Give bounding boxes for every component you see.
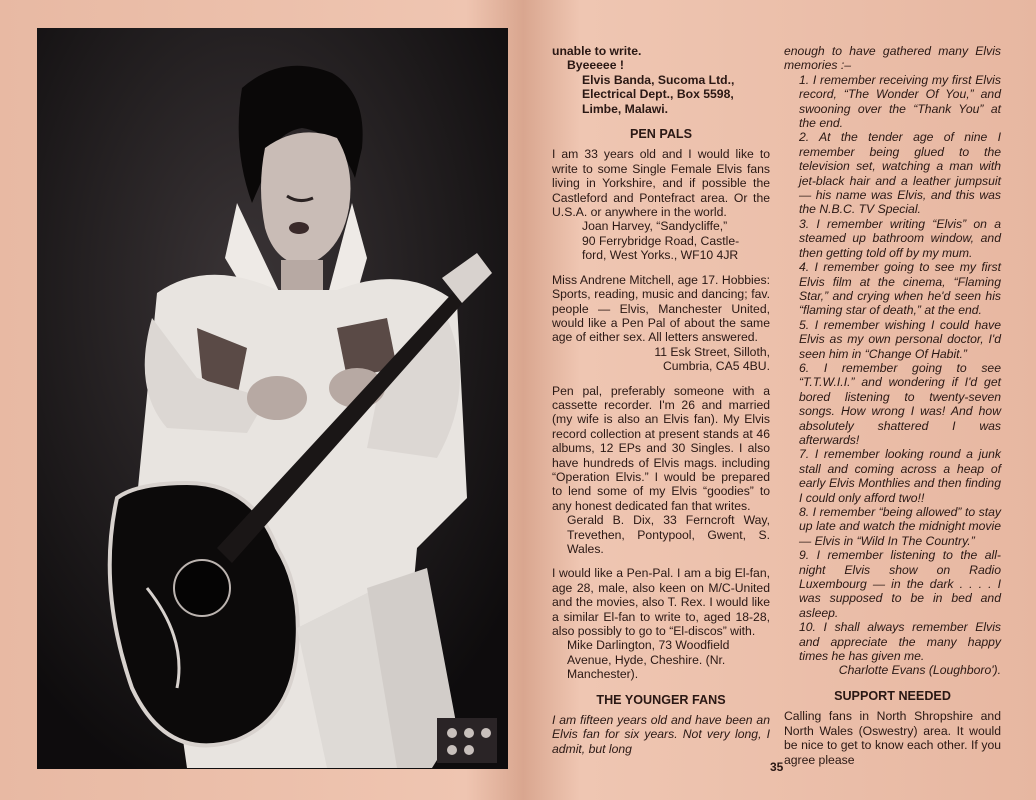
pen-pal-letter: Pen pal, preferably someone with a cassette recorder. I'm 26 and married (my wife is also an Elvis fan). My Elvis record collection at present stands at 46 albums, 12 EPs and 30 Singles. I also have hundreds of Elvis mags. including “Operation Elvis.” I would be prepared to lend some of my Elvis “goodies” to any honest dedicated fan that writes. [552, 383, 770, 513]
pen-pal-address: Gerald B. Dix, 33 Ferncroft Way, Trevethen, Pontypool, Gwent, S. Wales. [567, 513, 770, 556]
pen-pal-letter: Miss Andrene Mitchell, age 17. Hobbies: Sports, reading, music and dancing; fav. people — Elvis, Manchester United, would like a Pen Pal of about the same age of either sex. All letters answered. [552, 272, 770, 345]
memory-item: 8. I remember “being allowed” to stay up late and watch the midnight movie — Elvis in “Wild In The Country.” [799, 505, 1001, 548]
section-heading-younger-fans: THE YOUNGER FANS [596, 692, 726, 707]
right-text-column [784, 44, 1001, 767]
pen-pal-letter: I am 33 years old and I would like to write to some Single Female Elvis fans living in Yorkshire, and if possible the Castleford and Pontefract area. Or the U.S.A. or anywhere in the world. [552, 147, 770, 220]
memory-item: 9. I remember listening to the all-night Elvis show on Radio Luxembourg — in the dark . . . . I was supposed to be in bed and asleep. [799, 548, 1001, 620]
pen-pal-address: 11 Esk Street, Silloth, [654, 344, 770, 359]
performer-photo [37, 28, 508, 769]
support-needed-letter: Calling fans in North Shropshire and North Wales (Oswestry) area. It would be nice to get to know each other. If you agree please [784, 709, 1001, 767]
section-heading-support-needed: SUPPORT NEEDED [834, 688, 951, 703]
memory-item: 5. I remember wishing I could have Elvis as my own personal doctor, I'd seen him in “Change Of Habit.” [799, 317, 1001, 361]
performer-with-guitar-photo [37, 28, 508, 769]
page-number: 35 [770, 760, 784, 774]
left-text-column [552, 44, 770, 756]
memory-item: 1. I remember receiving my first Elvis record, “The Wonder Of You,” and swooning over the “Thank You” at the end. [799, 72, 1001, 131]
memory-item: 2. At the tender age of nine I remember being glued to the television set, watching a man with jet-black hair and a leather jumpsuit — his name was Elvis, and this was the N.B.C. TV Special. [799, 130, 1001, 217]
memory-item: 6. I remember going to see “T.T.W.I.I.” and wondering if I'd get bored listening to twenty-seven songs. How wrong I was! And how absolutely shattered I was afterwards! [799, 360, 1001, 447]
memory-item: 4. I remember going to see my first Elvis film at the cinema, “Flaming Star,” and crying when he'd seen his “flaming star of death,” at the end. [799, 260, 1001, 318]
memories-intro: enough to have gathered many Elvis memories :– [784, 44, 1001, 73]
memory-item: 10. I shall always remember Elvis and appreciate the many happy times he has given me. [799, 620, 1001, 664]
letter-farewell: Byeeeee ! [567, 58, 624, 73]
pen-pal-address: Mike Darlington, 73 Woodfield Avenue, Hyde, Cheshire. (Nr. Manchester). [567, 638, 730, 682]
pen-pal-address: Joan Harvey, “Sandycliffe,” [582, 219, 728, 234]
letter-closing: unable to write. [552, 44, 642, 58]
letter-signature-line: Electrical Dept., Box 5598, [582, 87, 734, 102]
pen-pal-letter: I would like a Pen-Pal. I am a big El-fan, age 28, male, also keen on M/C-United and the movies, also T. Rex. I would like a similar El-fan to write to, aged 18-28, also possibly to go to “El-discos” with. [552, 566, 770, 639]
pen-pal-address: ford, West Yorks., WF10 4JR [582, 248, 739, 263]
letter-signature-line: Limbe, Malawi. [582, 101, 669, 116]
pen-pal-address: 90 Ferrybridge Road, Castle- [582, 233, 740, 248]
memory-item: 3. I remember writing “Elvis” on a steamed up bathroom window, and then getting told off by my mum. [799, 216, 1001, 260]
memories-signoff: Charlotte Evans (Loughboro'). [838, 663, 1001, 678]
section-heading-pen-pals: PEN PALS [629, 127, 693, 142]
younger-fans-letter: I am fifteen years old and have been an Elvis fan for six years. Not very long, I admit, but long [552, 713, 770, 756]
pen-pal-address: Cumbria, CA5 4BU. [662, 359, 770, 374]
letter-signature-line: Elvis Banda, Sucoma Ltd., [582, 72, 735, 87]
memory-item: 7. I remember looking round a junk stall and coming across a heap of early Elvis Monthlies and then finding I could only afford two!! [799, 447, 1001, 505]
